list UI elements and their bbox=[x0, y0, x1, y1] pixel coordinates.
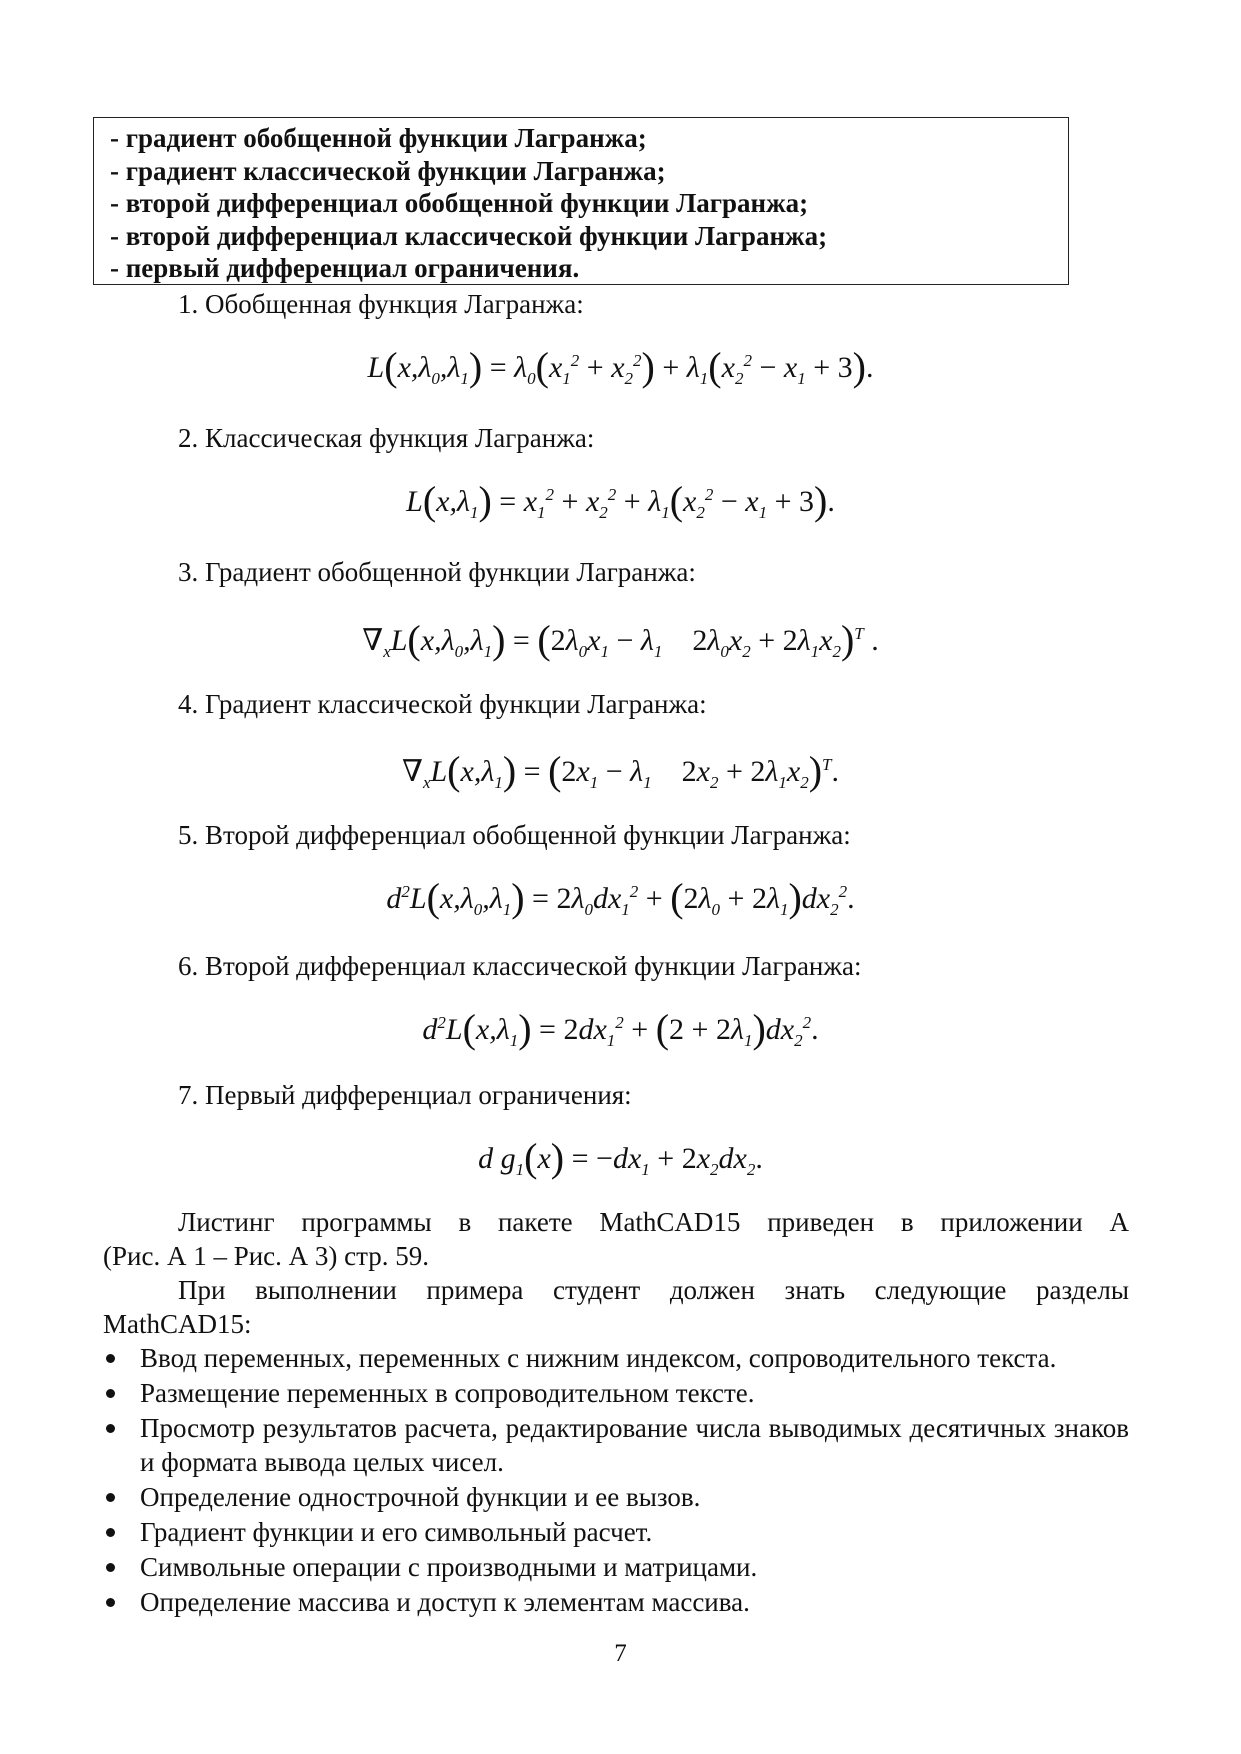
section-heading-6: 6. Второй дифференциал классической функции Лагранжа: bbox=[178, 951, 862, 981]
page-number: 7 bbox=[614, 1640, 627, 1667]
list-item: Размещение переменных в сопроводительном тексте. bbox=[103, 1376, 1129, 1410]
section-heading-1: 1. Обобщенная функция Лагранжа: bbox=[178, 289, 584, 319]
formula-constraint-differential: d $g_1(x) = -dx_1 + 2x_2dx_2$. bbox=[478, 1135, 763, 1180]
list-item: Определение массива и доступ к элементам массива. bbox=[103, 1585, 1129, 1619]
boxed-list-item: - градиент классической функции Лагранжа; bbox=[110, 155, 666, 186]
section-heading-3: 3. Градиент обобщенной функции Лагранжа: bbox=[178, 557, 696, 587]
formula-generalized-lagrangian: $L(x,\lambda_0,\lambda_1) = \lambda_0(x_1^2 + x_2^2) + \lambda_1(x_2^2 - x_1 + 3)$. bbox=[367, 344, 874, 389]
boxed-list-item: - градиент обобщенной функции Лагранжа; bbox=[110, 123, 647, 153]
paragraph-knowledge-line2: MathCAD15: bbox=[103, 1309, 252, 1339]
formula-gradient-classical: $\nabla_xL(x,\lambda_1) = (2x_1 - \lambda_1$ $2x_2 + 2\lambda_1x_2)^T$. bbox=[401, 748, 840, 793]
section-heading-2: 2. Классическая функция Лагранжа: bbox=[178, 423, 595, 453]
formula-second-differential-classical: $d^2L(x,\lambda_1) = 2dx_1^2 + (2 + 2\lambda_1)dx_2^2$. bbox=[422, 1006, 819, 1051]
paragraph-listing-line1: Листинг программы в пакете MathCAD15 приведен в приложении А bbox=[178, 1207, 1129, 1237]
bullet-icon bbox=[106, 1424, 115, 1433]
bullet-icon bbox=[106, 1354, 115, 1363]
boxed-list-item: - первый дифференциал ограничения. bbox=[110, 253, 580, 283]
section-heading-4: 4. Градиент классической функции Лагранжа: bbox=[178, 689, 707, 719]
bullet-icon bbox=[106, 1563, 115, 1572]
bullet-icon bbox=[106, 1528, 115, 1537]
section-heading-7: 7. Первый дифференциал ограничения: bbox=[178, 1080, 632, 1110]
list-item: Символьные операции с производными и матрицами. bbox=[103, 1550, 1129, 1584]
section-heading-5: 5. Второй дифференциал обобщенной функции Лагранжа: bbox=[178, 820, 851, 850]
paragraph-listing bbox=[103, 1205, 1129, 1273]
bullet-icon bbox=[106, 1598, 115, 1607]
bullet-icon bbox=[106, 1389, 115, 1398]
paragraph-listing-line2: (Рис. А 1 – Рис. А 3) стр. 59. bbox=[103, 1241, 429, 1271]
mathcad-topics-list bbox=[103, 1341, 1129, 1620]
paragraph-knowledge bbox=[103, 1273, 1129, 1341]
formula-second-differential-generalized: $d^2L(x,\lambda_0,\lambda_1) = 2\lambda_0dx_1^2 + (2\lambda_0 + 2\lambda_1)dx_2^2$. bbox=[386, 875, 855, 920]
list-item: Просмотр результатов расчета, редактирование числа выводимых десятичных знаков и формата вывода целых чисел. bbox=[103, 1411, 1129, 1479]
list-item: Ввод переменных, переменных с нижним индексом, сопроводительного текста. bbox=[103, 1341, 1129, 1375]
boxed-list-item: - второй дифференциал обобщенной функции Лагранжа; bbox=[110, 188, 809, 218]
bullet-icon bbox=[106, 1493, 115, 1502]
paragraph-knowledge-line1: При выполнении примера студент должен знать следующие разделы bbox=[178, 1275, 1129, 1305]
formula-gradient-generalized: $\nabla_xL(x,\lambda_0,\lambda_1) = (2\lambda_0x_1 - \lambda_1$ $2\lambda_0x_2 + 2\lambda_1x_2)^T$ . bbox=[362, 617, 879, 662]
boxed-summary-list bbox=[93, 117, 1069, 285]
formula-classical-lagrangian: $L(x,\lambda_1) = x_1^2 + x_2^2 + \lambda_1(x_2^2 - x_1 + 3)$. bbox=[406, 478, 835, 523]
list-item: Определение однострочной функции и ее вызов. bbox=[103, 1480, 1129, 1514]
list-item: Градиент функции и его символьный расчет. bbox=[103, 1515, 1129, 1549]
boxed-list-item: - второй дифференциал классической функции Лагранжа; bbox=[110, 220, 828, 251]
